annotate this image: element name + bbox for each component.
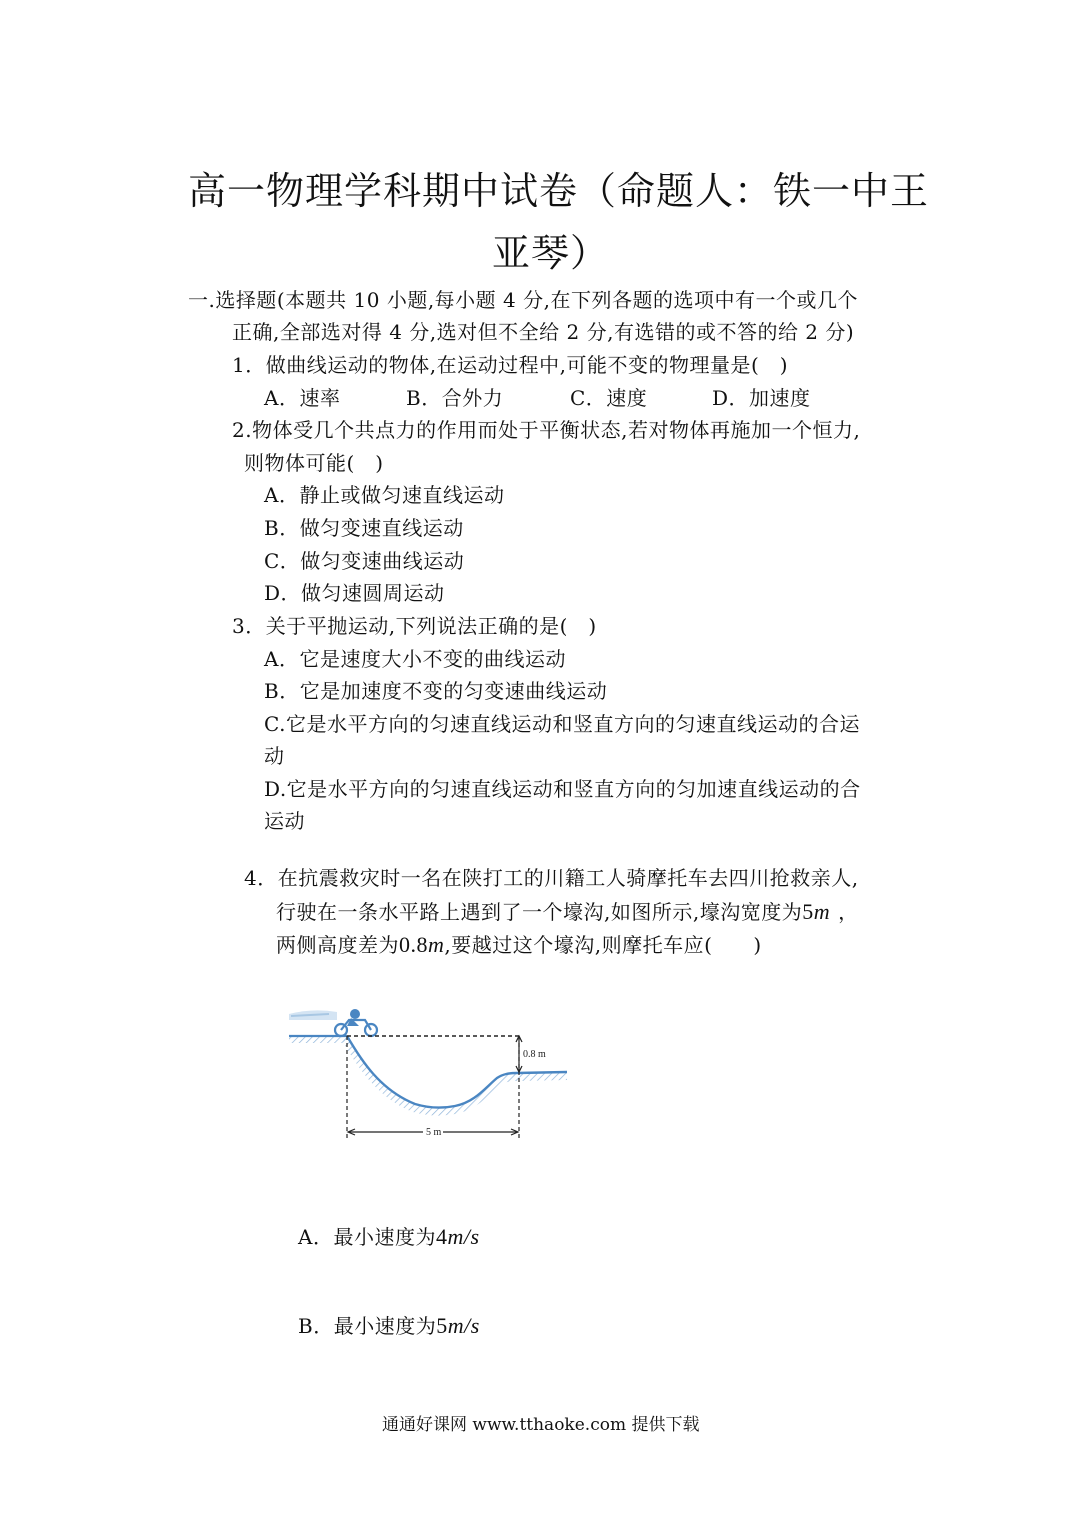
question-4-line3-text: ,要越过这个壕沟,则摩托车应( ) [444,933,762,957]
question-4-stem-line3 [276,929,762,958]
question-4-line2-text: 行驶在一条水平路上遇到了一个壕沟,如图所示,壕沟宽度为 [276,900,803,924]
exam-title-line1: 高一物理学科期中试卷（命题人：铁一中王 [188,169,930,213]
question-3-option-c: C.它是水平方向的匀速直线运动和竖直方向的匀速直线运动的合运 [264,712,860,736]
question-3-option-c-cont: 动 [264,744,285,768]
ditch-surface [347,1036,567,1108]
question-4-stem-line2 [276,896,859,925]
question-1-stem: 1．做曲线运动的物体,在运动过程中,可能不变的物理量是( ) [232,353,789,377]
footer-credit: 通通好课网 www.tthaoke.com 提供下载 [382,1415,700,1435]
width-label: 5 m [426,1127,442,1138]
question-2-option-b: B．做匀变速直线运动 [264,516,464,540]
question-1-option-b: B．合外力 [406,386,504,410]
question-1-option-c: C．速度 [570,386,648,410]
question-3-option-d: D.它是水平方向的匀速直线运动和竖直方向的匀加速直线运动的合 [264,777,861,801]
exam-title-line2: 亚琴） [492,231,610,275]
question-1-option-d: D．加速度 [712,386,811,410]
question-3-option-b: B．它是加速度不变的匀变速曲线运动 [264,679,608,703]
question-4-stem: 4．在抗震救灾时一名在陕打工的川籍工人骑摩托车去四川抢救亲人, [244,866,859,890]
motorbike-icon [289,1009,377,1036]
ditch-figure [285,1000,575,1150]
question-1-option-a: A．速率 [264,386,341,410]
question-2-stem: 2.物体受几个共点力的作用而处于平衡状态,若对物体再施加一个恒力, [232,418,861,442]
question-3-option-a: A．它是速度大小不变的曲线运动 [264,647,566,671]
question-4-option-a: A．最小速度为4m/s [298,1224,480,1249]
question-2-option-c: C．做匀变速曲线运动 [264,549,465,573]
question-2-option-d: D．做匀速圆周运动 [264,581,445,605]
question-2-stem-cont: 则物体可能( ) [244,451,384,475]
height-label: 0.8 m [523,1049,546,1060]
question-4-height-unit: m [428,932,445,957]
question-4-line3-head: 两侧高度差为 [276,933,399,957]
question-4-width-unit: m [813,899,831,924]
question-3-option-d-cont: 运动 [264,809,305,833]
section-instructions: 正确,全部选对得 4 分,选对但不全给 2 分,有选错的或不答的给 2 分) [232,320,855,344]
question-4-line2-tail: ， [838,900,859,924]
question-4-height-value: 0.8 [399,932,428,957]
question-3-stem: 3．关于平抛运动,下列说法正确的是( ) [232,614,597,638]
question-2-option-a: A．静止或做匀速直线运动 [264,483,505,507]
section-heading: 一.选择题(本题共 10 小题,每小题 4 分,在下列各题的选项中有一个或几个 [188,288,858,312]
question-4-option-b: B．最小速度为5m/s [298,1313,480,1338]
question-4-width-value: 5 [802,899,814,924]
